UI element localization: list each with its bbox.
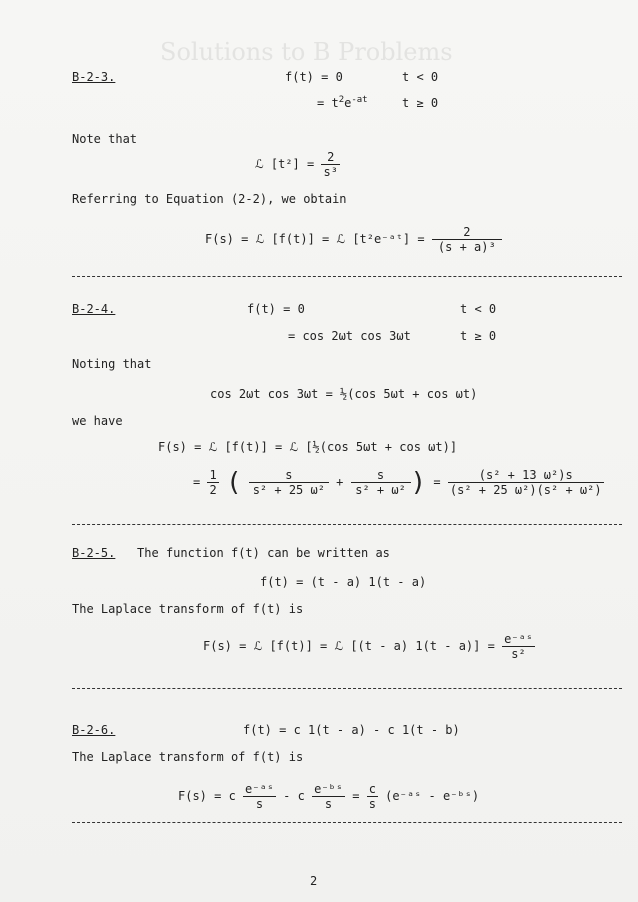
b26-F-result: F(s) = c $\frac{\text{e⁻ᵃˢ}}{s}$ - c $\frac{\text{e⁻ᵇˢ}}{s}$ = $\frac{c}{s}$ (e⁻ᵃˢ - e⁻ᵇˢ) xyxy=(178,782,480,811)
page-number: 2 xyxy=(310,874,318,888)
b23-referring: Referring to Equation (2-2), we obtain xyxy=(72,192,347,206)
problem-label-b-2-5: B-2-5. xyxy=(72,546,116,560)
b23-laplace-t2: ℒ [t²] = $\frac{2}{\text{s³}}$ xyxy=(255,150,338,179)
b23-cond1: t < 0 xyxy=(402,70,439,84)
problem-label-b-2-4: B-2-4. xyxy=(72,302,116,316)
separator-3 xyxy=(72,688,622,689)
b23-f-line2: = $t^2e^{-at}$ xyxy=(317,95,368,110)
b24-wehave: we have xyxy=(72,414,123,428)
problem-label-b-2-6: B-2-6. xyxy=(72,723,116,737)
b24-F-line2: = $\frac{1}{2}$ ( $\frac{s}{\text{s² + 25 ω²}}$ + $\frac{s}{\text{s² + ω²}}$ ) = $\frac{\text{(s² + 13 ω²)s}}{\text{(s² + 25 ω²)(s² + ω²)}}$ xyxy=(193,467,602,498)
b25-ft: f(t) = (t - a) 1(t - a) xyxy=(260,575,427,589)
b24-identity: cos 2ωt cos 3ωt = ½(cos 5ωt + cos ωt) xyxy=(210,387,478,401)
separator-1 xyxy=(72,276,622,277)
b23-F-result: F(s) = ℒ [f(t)] = ℒ [t²e⁻ᵃᵗ] = $\frac{2}{\text{(s + a)³}}$ xyxy=(205,225,502,254)
bleed-through-header: Solutions to B Problems xyxy=(160,38,453,66)
b23-cond2: t ≥ 0 xyxy=(402,96,439,110)
b23-f-line1: f(t) = 0 xyxy=(285,70,343,84)
separator-2 xyxy=(72,524,622,525)
b24-F-line1: F(s) = ℒ [f(t)] = ℒ [½(cos 5ωt + cos ωt)] xyxy=(158,440,458,454)
b24-cond2: t ≥ 0 xyxy=(460,329,497,343)
b24-f-line2: = cos 2ωt cos 3ωt xyxy=(288,329,411,343)
b26-ft: f(t) = c 1(t - a) - c 1(t - b) xyxy=(243,723,460,737)
b25-heading: B-2-5. The function f(t) can be written as xyxy=(72,546,390,560)
b24-f-line1: f(t) = 0 xyxy=(247,302,305,316)
problem-label-b-2-3: B-2-3. xyxy=(72,70,116,84)
separator-4 xyxy=(72,822,622,823)
b24-noting: Noting that xyxy=(72,357,152,371)
b26-lap-intro: The Laplace transform of f(t) is xyxy=(72,750,304,764)
b25-lap-intro: The Laplace transform of f(t) is xyxy=(72,602,304,616)
b24-cond1: t < 0 xyxy=(460,302,497,316)
b25-F-result: F(s) = ℒ [f(t)] = ℒ [(t - a) 1(t - a)] = $\frac{\text{e⁻ᵃˢ}}{\text{s²}}$ xyxy=(203,632,533,661)
b23-note: Note that xyxy=(72,132,138,146)
